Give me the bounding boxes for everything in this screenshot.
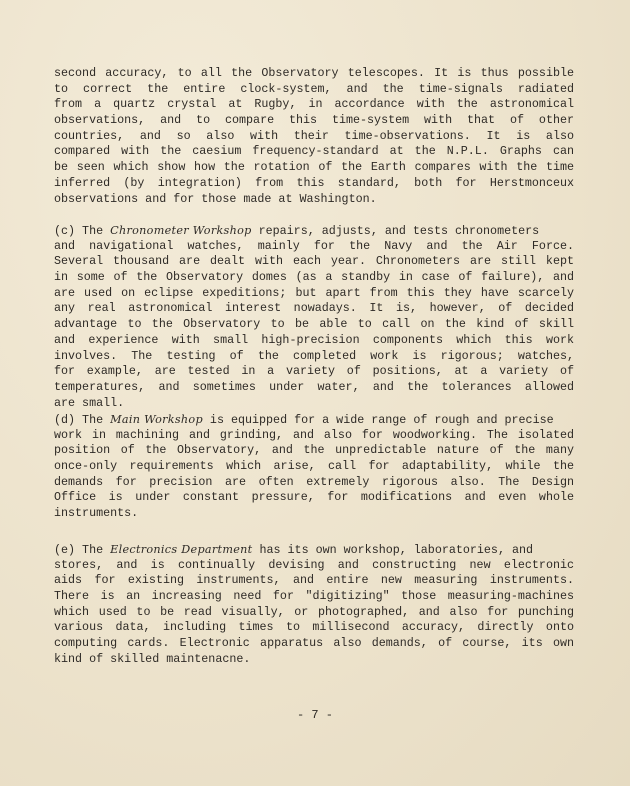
text-line-rest: repairs, adjusts, and tests chronometers (251, 224, 540, 238)
text-line: computing cards. Electronic apparatus also demands, of course, its own (54, 636, 574, 651)
text-line: for example, are tested in a variety of positions, at a variety of (54, 364, 574, 379)
paragraph-prefix: (c) The (54, 224, 111, 238)
section-heading-electronics-department: Electronics Department (110, 543, 253, 556)
text-line: are small. (54, 395, 125, 410)
text-line-first (54, 412, 574, 428)
text-line: and experience with small high-precision components which this work (54, 332, 574, 347)
text-line-first (54, 542, 574, 558)
text-line: to correct the entire clock-system, and the time-signals radiated (54, 81, 574, 96)
text-line: There is an increasing need for "digitizing" those measuring-machines (54, 589, 574, 604)
text-line-rest: is equipped for a wide range of rough and precise (202, 413, 554, 427)
text-line: any real astronomical interest nowadays. It is, however, of decided (54, 301, 574, 316)
text-line: kind of skilled maintenacne. (54, 651, 251, 666)
text-line: temperatures, and sometimes under water, and the tolerances allowed (54, 379, 574, 394)
text-line: which used to be read visually, or photographed, and also for punching (54, 604, 574, 619)
text-line: observations and for those made at Washington. (54, 191, 377, 206)
text-line: observations, and to compare this time-system with that of other (54, 113, 574, 128)
text-line: various data, including times to millisecond accuracy, directly onto (54, 620, 574, 635)
text-line: Office is under constant pressure, for modifications and even whole (54, 490, 574, 505)
text-line: position of the Observatory, and the unpredictable nature of the many (54, 443, 574, 458)
text-line: second accuracy, to all the Observatory telescopes. It is thus possible (54, 66, 574, 80)
paragraph-electronics-department (54, 542, 574, 668)
text-line: countries, and so also with their time-observations. It is also (54, 128, 574, 143)
text-line: once-only requirements which arise, call for adaptability, while the (54, 459, 574, 474)
paragraph-clock-system (54, 66, 574, 207)
text-line: Several thousand are dealt with each year. Chronometers are still kept (54, 254, 574, 269)
text-line: advantage to the Observatory to be able to call on the kind of skill (54, 317, 574, 332)
text-line: are used on eclipse expeditions; but apart from this they have scarcely (54, 285, 574, 300)
text-line: inferred (by integration) from this standard, both for Herstmonceux (54, 175, 574, 190)
paragraph-main-workshop (54, 412, 574, 522)
text-line: stores, and is continually devising and constructing new electronic (54, 557, 574, 572)
section-heading-chronometer-workshop: Chronometer Workshop (110, 224, 252, 237)
text-line: aids for existing instruments, and entire new measuring instruments. (54, 573, 574, 588)
text-line: in some of the Observatory domes (as a standby in case of failure), and (54, 270, 574, 285)
paragraph-chronometer-workshop (54, 223, 574, 411)
paragraph-prefix: (e) The (54, 543, 111, 557)
text-line: demands for precision are often extremely rigorous also. The Design (54, 474, 574, 489)
text-line-first (54, 223, 574, 239)
paragraph-prefix: (d) The (54, 413, 111, 427)
text-line: involves. The testing of the completed work is rigorous; watches, (54, 348, 574, 363)
text-line: be seen which show how the rotation of the Earth compares with the time (54, 160, 574, 175)
page-number: - 7 - (296, 708, 333, 722)
section-heading-main-workshop: Main Workshop (110, 413, 203, 426)
text-line-rest: has its own workshop, laboratories, and (252, 543, 534, 557)
text-line: compared with the caesium frequency-standard at the N.P.L. Graphs can (54, 144, 574, 159)
text-line: work in machining and grinding, and also for woodworking. The isolated (54, 427, 574, 442)
text-line: from a quartz crystal at Rugby, in accordance with the astronomical (54, 97, 574, 112)
text-line: instruments. (54, 506, 139, 521)
text-line: and navigational watches, mainly for the Navy and the Air Force. (54, 238, 574, 253)
